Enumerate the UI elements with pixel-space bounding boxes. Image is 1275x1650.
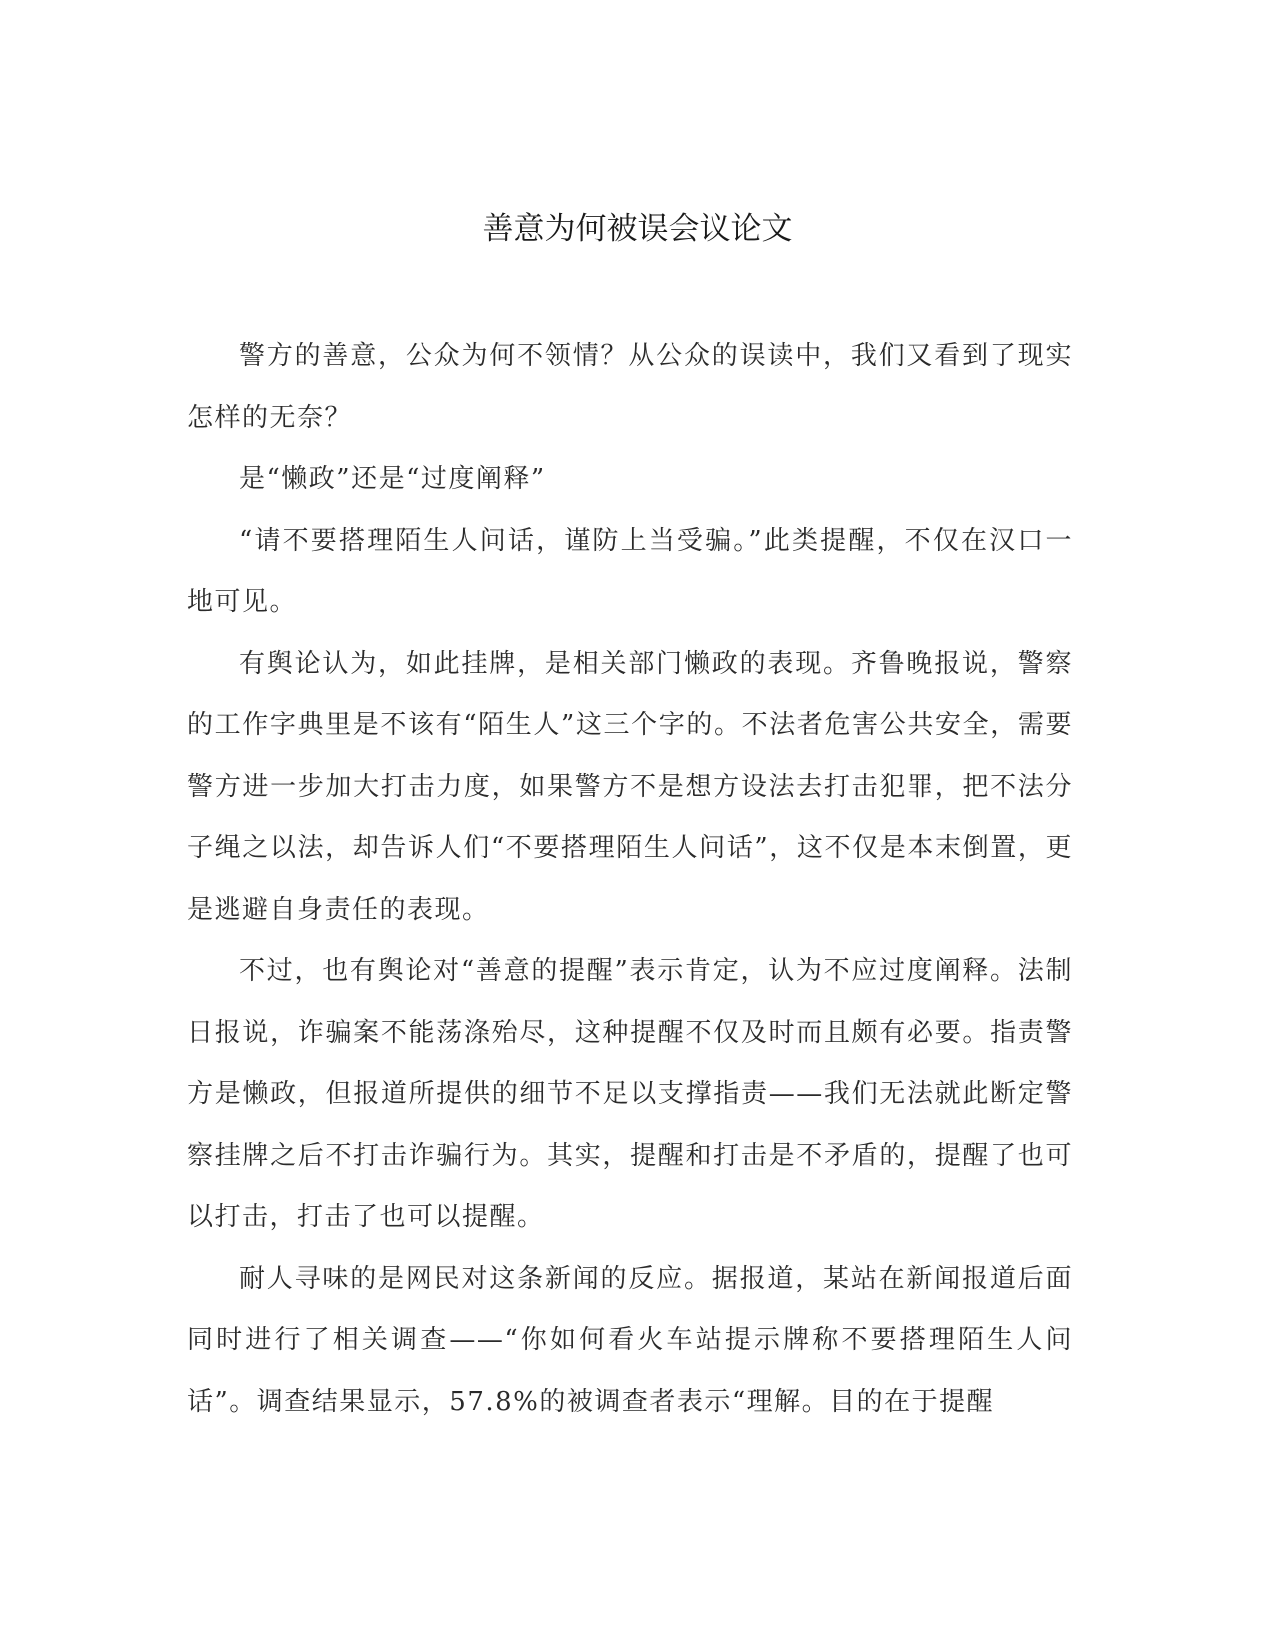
paragraph: 耐人寻味的是网民对这条新闻的反应。据报道，某站在新闻报道后面同时进行了相关调查——“你如何看火车站提示牌称不要搭理陌生人问话”。调查结果显示，57.8%的被调查者表示“理解。目的在于提醒 (187, 1263, 1073, 1417)
paragraph: 是“懒政”还是“过度阐释” (239, 464, 546, 494)
paragraph: 有舆论认为，如此挂牌，是相关部门懒政的表现。齐鲁晚报说，警察的工作字典里是不该有“陌生人”这三个字的。不法者危害公共安全，需要警方进一步加大打击力度，如果警方不是想方设法去打击犯罪，把不法分子绳之以法，却告诉人们“不要搭理陌生人问话”，这不仅是本末倒置，更是逃避自身责任的表现。 (187, 648, 1073, 925)
paragraph: 警方的善意，公众为何不领情？从公众的误读中，我们又看到了现实怎样的无奈？ (187, 341, 1073, 433)
paragraph: 不过，也有舆论对“善意的提醒”表示肯定，认为不应过度阐释。法制日报说，诈骗案不能荡涤殆尽，这种提醒不仅及时而且颇有必要。指责警方是懒政，但报道所提供的细节不足以支撑指责——我们无法就此断定警察挂牌之后不打击诈骗行为。其实，提醒和打击是不矛盾的，提醒了也可以打击，打击了也可以提醒。 (187, 956, 1073, 1232)
document-title: 善意为何被误会议论文 (482, 211, 793, 247)
paragraph: “请不要搭理陌生人问话，谨防上当受骗。”此类提醒，不仅在汉口一地可见。 (187, 525, 1073, 617)
document-body (187, 326, 1073, 1433)
